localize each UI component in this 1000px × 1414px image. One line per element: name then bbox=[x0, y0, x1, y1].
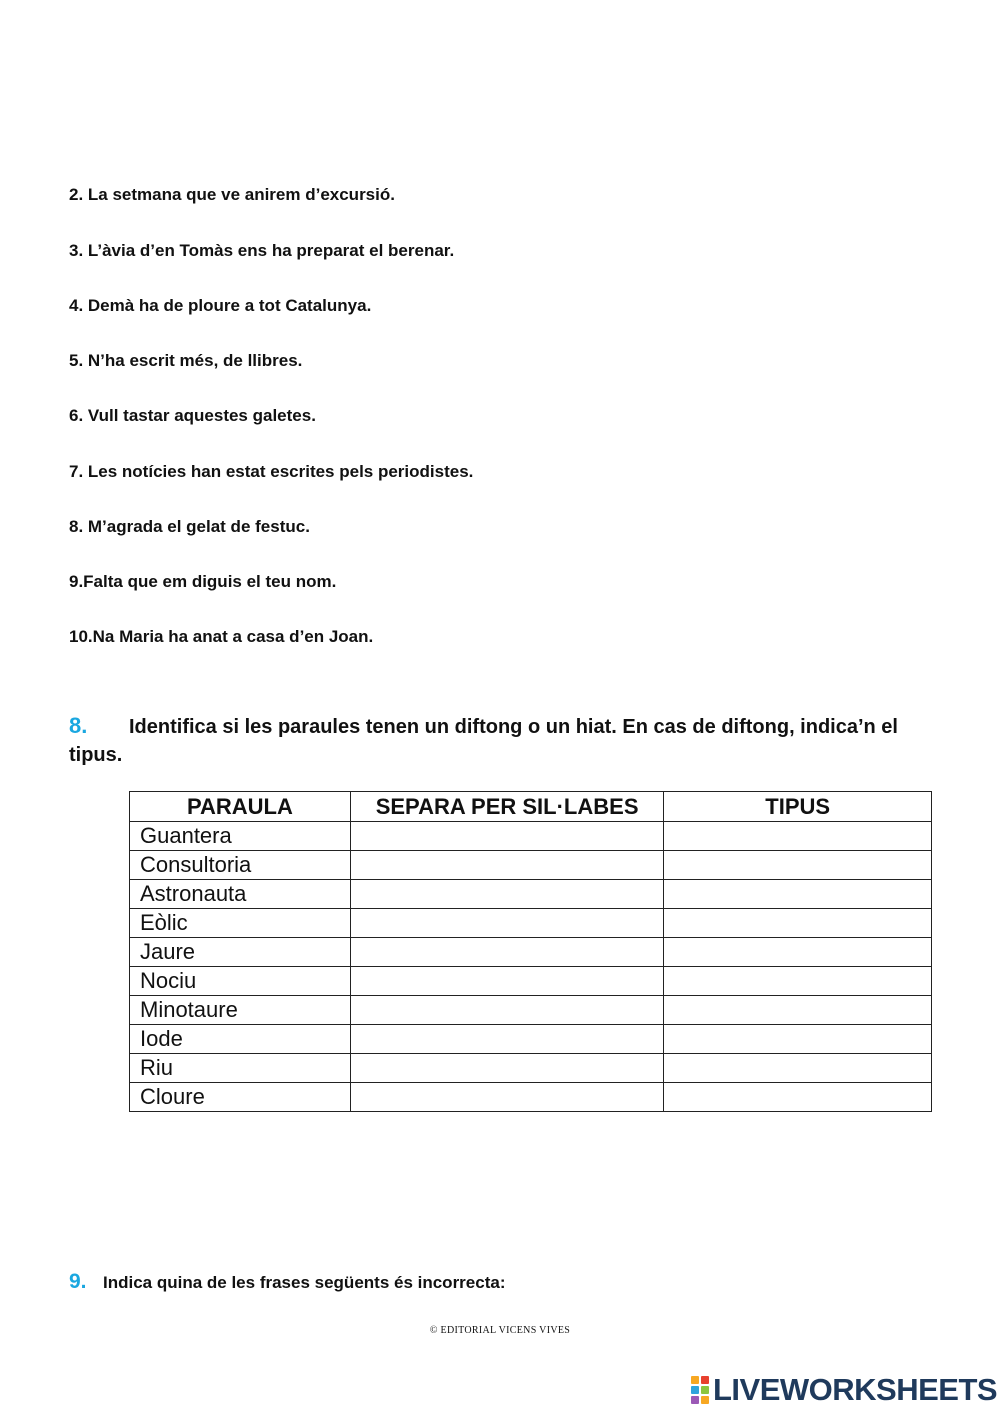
word-cell: Iode bbox=[130, 1025, 351, 1054]
sentence-6: 6. Vull tastar aquestes galetes. bbox=[69, 406, 316, 425]
sentence-3: 3. L’àvia d’en Tomàs ens ha preparat el berenar. bbox=[69, 241, 455, 260]
table-row bbox=[130, 1083, 932, 1112]
type-answer-cell[interactable] bbox=[664, 1083, 932, 1112]
word-cell: Eòlic bbox=[130, 909, 351, 938]
syllables-answer-cell[interactable] bbox=[350, 1054, 664, 1083]
exercise-8-instruction bbox=[69, 712, 930, 769]
exercise-9-text: Indica quina de les frases següents és incorrecta: bbox=[103, 1273, 506, 1292]
table-row bbox=[130, 822, 932, 851]
exercise-8-text: Identifica si les paraules tenen un diftong o un hiat. En cas de diftong, indica’n el tipus. bbox=[69, 716, 898, 766]
type-answer-cell[interactable] bbox=[664, 938, 932, 967]
word-cell: Cloure bbox=[130, 1083, 351, 1112]
mark-square bbox=[701, 1376, 709, 1384]
sentence-5: 5. N’ha escrit més, de llibres. bbox=[69, 351, 303, 370]
exercise-9-number: 9. bbox=[69, 1270, 87, 1293]
syllables-answer-cell[interactable] bbox=[350, 996, 664, 1025]
table-row bbox=[130, 880, 932, 909]
syllables-answer-cell[interactable] bbox=[350, 909, 664, 938]
type-answer-cell[interactable] bbox=[664, 967, 932, 996]
word-cell: Guantera bbox=[130, 822, 351, 851]
sentence-10: 10.Na Maria ha anat a casa d’en Joan. bbox=[69, 627, 374, 646]
header-tipus: TIPUS bbox=[664, 792, 932, 822]
table-header-row bbox=[130, 792, 932, 822]
type-answer-cell[interactable] bbox=[664, 909, 932, 938]
syllables-answer-cell[interactable] bbox=[350, 967, 664, 996]
header-paraula: PARAULA bbox=[130, 792, 351, 822]
syllables-answer-cell[interactable] bbox=[350, 851, 664, 880]
table-row bbox=[130, 967, 932, 996]
liveworksheets-logo[interactable] bbox=[691, 1372, 997, 1408]
mark-square bbox=[691, 1376, 699, 1384]
liveworksheets-mark-icon bbox=[691, 1376, 709, 1404]
type-answer-cell[interactable] bbox=[664, 851, 932, 880]
sentence-7: 7. Les notícies han estat escrites pels periodistes. bbox=[69, 462, 474, 481]
sentence-9: 9.Falta que em diguis el teu nom. bbox=[69, 572, 337, 591]
sentence-2: 2. La setmana que ve anirem d’excursió. bbox=[69, 185, 395, 204]
sentence-4: 4. Demà ha de ploure a tot Catalunya. bbox=[69, 296, 372, 315]
syllable-table bbox=[129, 791, 932, 1112]
mark-square bbox=[701, 1386, 709, 1394]
word-cell: Riu bbox=[130, 1054, 351, 1083]
sentence-8: 8. M’agrada el gelat de festuc. bbox=[69, 517, 310, 536]
exercise-8-number: 8. bbox=[69, 713, 88, 738]
table-row bbox=[130, 851, 932, 880]
syllables-answer-cell[interactable] bbox=[350, 1083, 664, 1112]
copyright-footer: © EDITORIAL VICENS VIVES bbox=[429, 1325, 571, 1336]
table-row bbox=[130, 1054, 932, 1083]
brand-name: LIVEWORKSHEETS bbox=[713, 1372, 998, 1407]
word-cell: Astronauta bbox=[130, 880, 351, 909]
type-answer-cell[interactable] bbox=[664, 1054, 932, 1083]
type-answer-cell[interactable] bbox=[664, 880, 932, 909]
exercise-9-instruction bbox=[69, 1270, 930, 1295]
table-row bbox=[130, 1025, 932, 1054]
table-row bbox=[130, 909, 932, 938]
table-row bbox=[130, 938, 932, 967]
syllables-answer-cell[interactable] bbox=[350, 1025, 664, 1054]
word-cell: Consultoria bbox=[130, 851, 351, 880]
word-cell: Minotaure bbox=[130, 996, 351, 1025]
header-separa: SEPARA PER SIL·LABES bbox=[350, 792, 664, 822]
mark-square bbox=[701, 1396, 709, 1404]
mark-square bbox=[691, 1386, 699, 1394]
word-cell: Nociu bbox=[130, 967, 351, 996]
type-answer-cell[interactable] bbox=[664, 1025, 932, 1054]
syllables-answer-cell[interactable] bbox=[350, 938, 664, 967]
word-cell: Jaure bbox=[130, 938, 351, 967]
table-row bbox=[130, 996, 932, 1025]
mark-square bbox=[691, 1396, 699, 1404]
syllables-answer-cell[interactable] bbox=[350, 880, 664, 909]
syllables-answer-cell[interactable] bbox=[350, 822, 664, 851]
type-answer-cell[interactable] bbox=[664, 822, 932, 851]
type-answer-cell[interactable] bbox=[664, 996, 932, 1025]
